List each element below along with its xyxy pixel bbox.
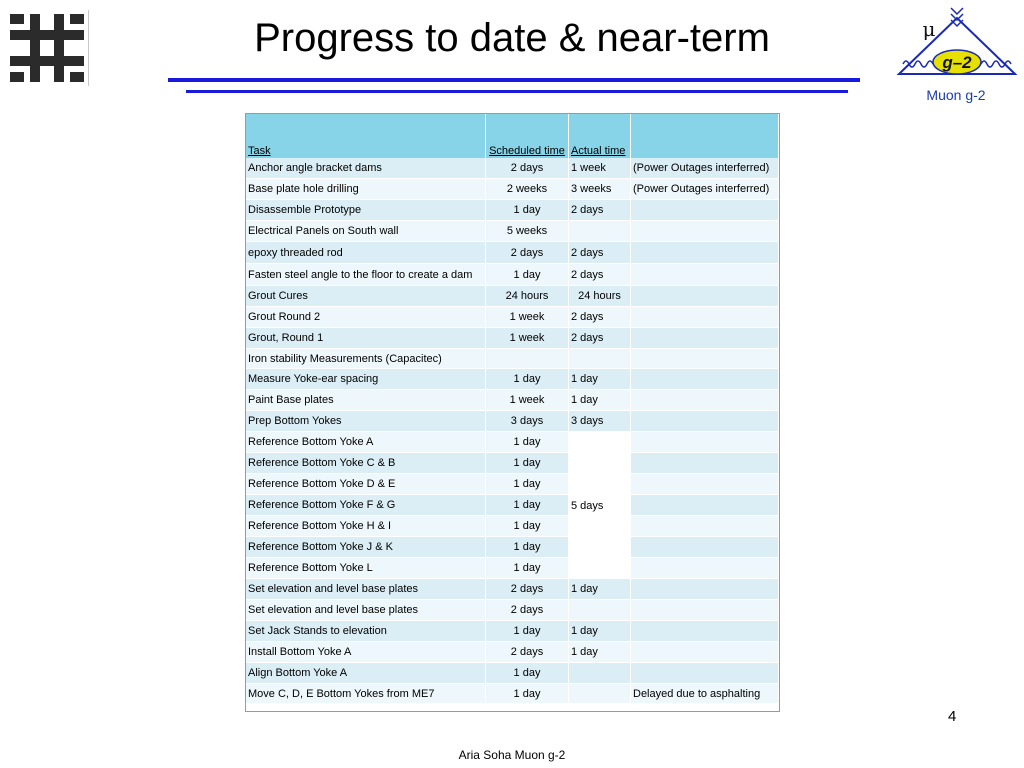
cell-task: Measure Yoke-ear spacing — [246, 369, 486, 390]
cell-actual — [569, 349, 631, 369]
cell-task: Disassemble Prototype — [246, 200, 486, 221]
cell-task: Fasten steel angle to the floor to create a dam — [246, 264, 486, 286]
cell-task: Set elevation and level base plates — [246, 600, 486, 621]
cell-notes — [631, 537, 779, 558]
cell-actual: 1 day — [569, 369, 631, 390]
cell-task: Grout, Round 1 — [246, 328, 486, 349]
cell-notes — [631, 349, 779, 369]
table-header-cell: Actual time — [569, 114, 631, 158]
cell-actual: 2 days — [569, 264, 631, 286]
cell-scheduled: 1 week — [486, 307, 569, 328]
cell-notes — [631, 516, 779, 537]
cell-scheduled: 3 days — [486, 411, 569, 432]
cell-scheduled: 1 day — [486, 663, 569, 684]
cell-notes — [631, 390, 779, 411]
cell-scheduled: 24 hours — [486, 286, 569, 307]
cell-actual-merged: 5 days — [569, 432, 631, 579]
cell-task: Reference Bottom Yoke A — [246, 432, 486, 453]
cell-notes — [631, 200, 779, 221]
cell-task: Base plate hole drilling — [246, 179, 486, 200]
cell-task: Align Bottom Yoke A — [246, 663, 486, 684]
cell-actual: 1 day — [569, 390, 631, 411]
table-header-cell — [631, 114, 779, 158]
cell-task: Grout Cures — [246, 286, 486, 307]
cell-actual: 2 days — [569, 307, 631, 328]
cell-notes — [631, 264, 779, 286]
cell-scheduled: 1 day — [486, 516, 569, 537]
cell-scheduled: 1 day — [486, 432, 569, 453]
cell-scheduled: 1 week — [486, 328, 569, 349]
cell-notes — [631, 558, 779, 579]
cell-scheduled: 2 days — [486, 579, 569, 600]
cell-notes — [631, 474, 779, 495]
table-header-cell: Scheduled time — [486, 114, 569, 158]
cell-scheduled: 1 day — [486, 474, 569, 495]
cell-actual — [569, 663, 631, 684]
cell-actual: 2 days — [569, 328, 631, 349]
cell-actual: 1 day — [569, 621, 631, 642]
cell-notes — [631, 432, 779, 453]
mu-symbol: μ — [922, 17, 936, 41]
cell-task: Iron stability Measurements (Capacitec) — [246, 349, 486, 369]
cell-task: Reference Bottom Yoke J & K — [246, 537, 486, 558]
cell-notes — [631, 242, 779, 264]
cell-actual: 2 days — [569, 200, 631, 221]
cell-actual: 1 week — [569, 158, 631, 179]
cell-actual: 3 weeks — [569, 179, 631, 200]
cell-scheduled: 1 day — [486, 537, 569, 558]
page-number: 4 — [948, 708, 957, 725]
cell-actual: 3 days — [569, 411, 631, 432]
cell-actual — [569, 684, 631, 704]
cell-scheduled: 1 day — [486, 684, 569, 704]
cell-actual: 24 hours — [569, 286, 631, 307]
cell-task: Reference Bottom Yoke H & I — [246, 516, 486, 537]
cell-notes — [631, 600, 779, 621]
cell-notes — [631, 221, 779, 242]
cell-task: Paint Base plates — [246, 390, 486, 411]
cell-scheduled: 1 day — [486, 369, 569, 390]
cell-notes — [631, 411, 779, 432]
cell-scheduled: 1 day — [486, 558, 569, 579]
cell-scheduled: 1 day — [486, 495, 569, 516]
progress-table — [245, 113, 780, 712]
cell-task: Reference Bottom Yoke D & E — [246, 474, 486, 495]
cell-notes — [631, 453, 779, 474]
g2-text: g–2 — [942, 53, 972, 72]
cell-notes — [631, 495, 779, 516]
table-header-cell: Task — [246, 114, 486, 158]
cell-task: Anchor angle bracket dams — [246, 158, 486, 179]
cell-notes — [631, 328, 779, 349]
cell-task: Install Bottom Yoke A — [246, 642, 486, 663]
slide-footer: Aria Soha Muon g-2 — [458, 748, 566, 762]
cell-notes — [631, 369, 779, 390]
cell-actual: 1 day — [569, 642, 631, 663]
cell-task: Set Jack Stands to elevation — [246, 621, 486, 642]
cell-scheduled: 2 days — [486, 158, 569, 179]
cell-notes: Delayed due to asphalting — [631, 684, 779, 704]
cell-task: Move C, D, E Bottom Yokes from ME7 — [246, 684, 486, 704]
cell-notes — [631, 621, 779, 642]
cell-notes: (Power Outages interferred) — [631, 179, 779, 200]
cell-actual — [569, 600, 631, 621]
cell-scheduled: 5 weeks — [486, 221, 569, 242]
cell-scheduled: 1 day — [486, 453, 569, 474]
title-rule-top — [168, 78, 860, 82]
slide-title: Progress to date & near-term — [254, 16, 770, 60]
cell-task: Prep Bottom Yokes — [246, 411, 486, 432]
cell-notes — [631, 642, 779, 663]
cell-scheduled: 1 week — [486, 390, 569, 411]
cell-actual: 2 days — [569, 242, 631, 264]
cell-scheduled — [486, 349, 569, 369]
cell-notes — [631, 286, 779, 307]
cell-scheduled: 2 weeks — [486, 179, 569, 200]
cell-scheduled: 1 day — [486, 200, 569, 221]
cell-scheduled: 2 days — [486, 642, 569, 663]
cell-task: Reference Bottom Yoke F & G — [246, 495, 486, 516]
cell-task: Reference Bottom Yoke L — [246, 558, 486, 579]
cell-task: Set elevation and level base plates — [246, 579, 486, 600]
cell-notes — [631, 579, 779, 600]
cell-actual — [569, 221, 631, 242]
cell-scheduled: 1 day — [486, 264, 569, 286]
cell-notes — [631, 663, 779, 684]
cell-scheduled: 1 day — [486, 621, 569, 642]
cell-actual: 1 day — [569, 579, 631, 600]
g2-caption: Muon g-2 — [926, 87, 986, 103]
cell-notes — [631, 307, 779, 328]
title-rule-bottom — [186, 90, 848, 93]
cell-task: Electrical Panels on South wall — [246, 221, 486, 242]
cell-task: epoxy threaded rod — [246, 242, 486, 264]
cell-notes: (Power Outages interferred) — [631, 158, 779, 179]
cell-task: Grout Round 2 — [246, 307, 486, 328]
cell-task: Reference Bottom Yoke C & B — [246, 453, 486, 474]
cell-scheduled: 2 days — [486, 600, 569, 621]
cell-scheduled: 2 days — [486, 242, 569, 264]
